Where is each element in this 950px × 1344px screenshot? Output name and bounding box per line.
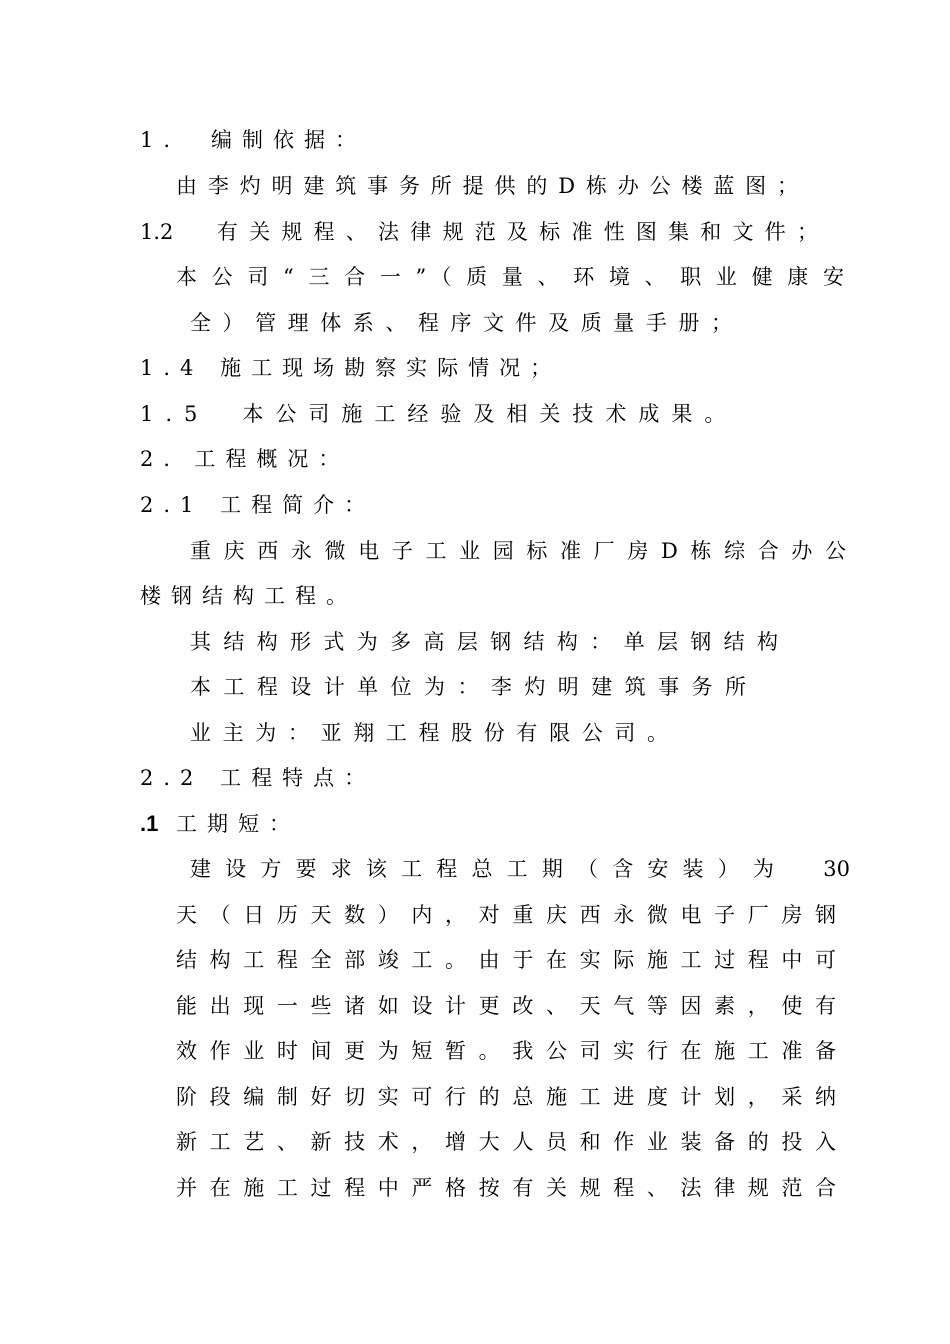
basis-item-blueprint: 由李灼明建筑事务所提供的D栋办公楼蓝图； — [176, 174, 798, 198]
section-2-1-heading: 2.1 工程简介： — [140, 493, 376, 517]
schedule-para-line-8: 并在施工过程中严格按有关规程、法律规范合 — [176, 1176, 836, 1200]
schedule-para-line-7: 新工艺、新技术，增大人员和作业装备的投入 — [176, 1130, 836, 1154]
section-2-heading: 2．工程概况： — [140, 447, 350, 471]
schedule-para-line-4: 能出现一些诸如设计更改、天气等因素，使有 — [176, 994, 836, 1018]
section-2-2-heading: 2.2 工程特点： — [140, 766, 376, 790]
basis-item-1-2: 1.2 有关规程、法律规范及标准性图集和文件； — [140, 220, 818, 244]
schedule-para-line-1: 建设方要求该工程总工期（含安装）为 30 — [190, 857, 850, 881]
basis-item-three-in-one: 本公司“三合一”（质量、环境、职业健康安 — [176, 265, 844, 289]
structure-form: 其结构形式为多高层钢结构：单层钢结构 — [190, 630, 778, 654]
schedule-para-line-3: 结构工程全部竣工。由于在实际施工过程中可 — [176, 948, 836, 972]
basis-item-1-4: 1.4 施工现场勘察实际情况； — [140, 356, 562, 380]
basis-item-1-5: 1.5 本公司施工经验及相关技术成果。 — [140, 402, 738, 426]
section-1-heading: 1. 编制依据： — [140, 128, 367, 152]
design-unit: 本工程设计单位为：李灼明建筑事务所 — [190, 675, 746, 699]
basis-item-three-in-one-cont: 全）管理体系、程序文件及质量手册； — [190, 311, 732, 335]
owner: 业主为：亚翔工程股份有限公司。 — [190, 721, 668, 745]
project-intro-line-2: 楼钢结构工程。 — [140, 584, 357, 608]
schedule-para-line-5: 效作业时间更为短暂。我公司实行在施工准备 — [176, 1039, 836, 1063]
item-number-1: .1 — [140, 811, 159, 836]
project-intro-line-1: 重庆西永微电子工业园标准厂房D栋综合办公 — [190, 539, 846, 563]
schedule-para-line-6: 阶段编制好切实可行的总施工进度计划，采纳 — [176, 1085, 836, 1109]
schedule-para-line-2: 天（日历天数）内，对重庆西永微电子厂房钢 — [176, 903, 836, 927]
item-short-schedule-heading: 工期短： — [176, 812, 300, 836]
